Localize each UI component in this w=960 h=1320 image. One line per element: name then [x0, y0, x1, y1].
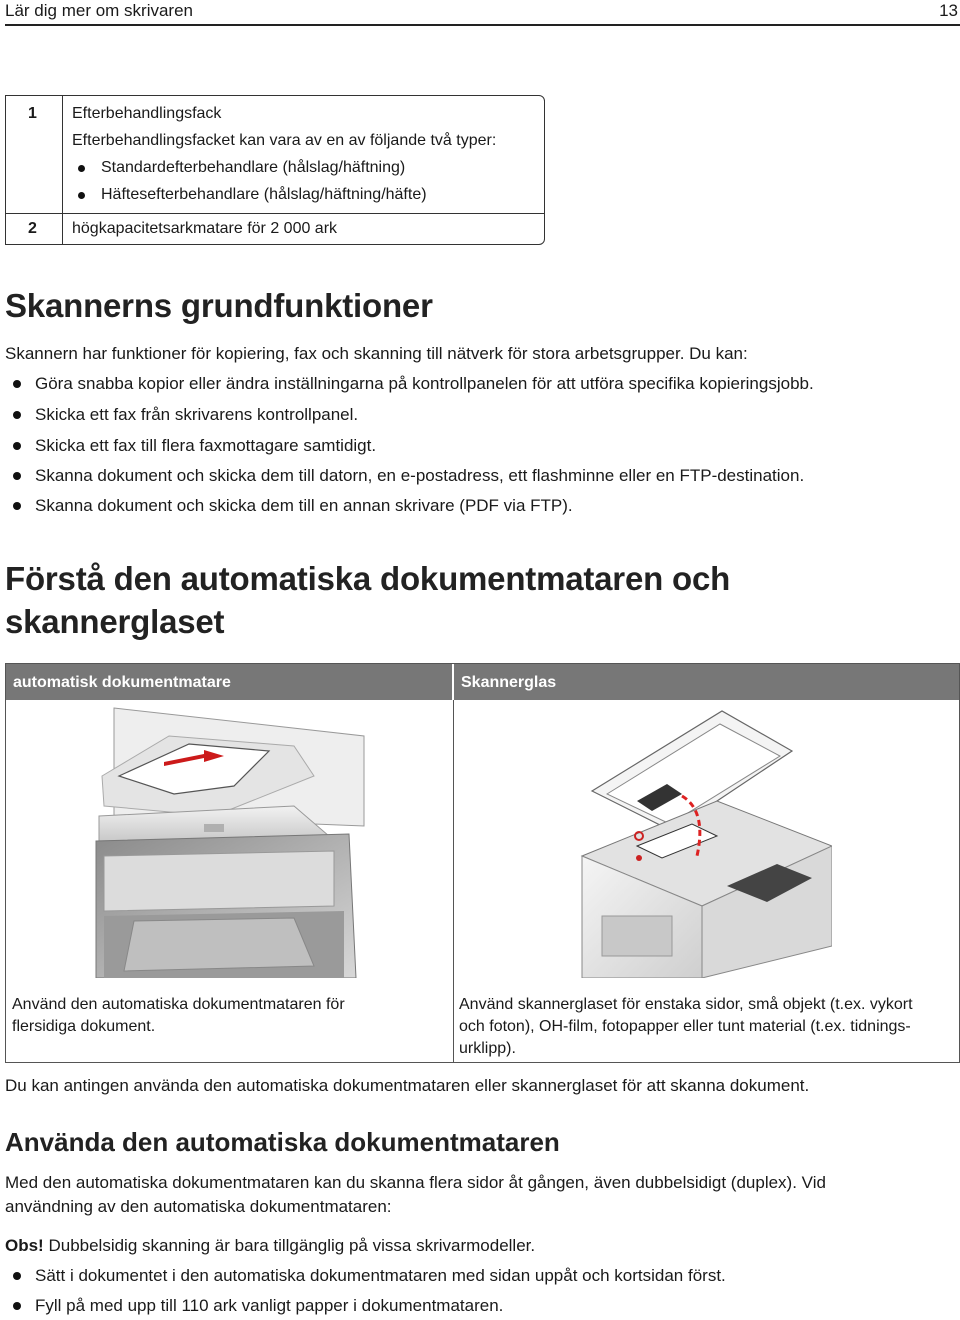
page-header: [5, 0, 960, 26]
section3-intro-line2: användning av den automatiska dokumentmataren:: [5, 1197, 392, 1216]
running-title: Lär dig mer om skrivaren: [5, 1, 194, 20]
legend-text-1: Efterbehandlingsfacket kan vara av en av följande två typer:: [72, 132, 497, 149]
column-header-adf: automatisk dokumentmatare: [6, 664, 452, 700]
list-item: Skicka ett fax till flera faxmottagare samtidigt.: [13, 436, 376, 456]
section-heading-adf-glass: Förstå den automatiska dokumentmataren och: [5, 560, 731, 597]
column-header-glass: Skannerglas: [454, 664, 959, 700]
note: [5, 1236, 535, 1256]
table-row-divider: [6, 213, 544, 214]
adf-caption-line1: Använd den automatiska dokumentmataren för: [12, 996, 345, 1013]
page-number: 13: [939, 1, 958, 20]
table-column-divider: [62, 96, 63, 244]
section-intro: Skannern har funktioner för kopiering, fax och skanning till nätverk för stora arbetsgrupper. Du kan:: [5, 344, 748, 363]
list-item: Standardefterbehandlare (hålslag/häftning): [79, 159, 405, 177]
scanner-glass-illustration: [542, 706, 832, 978]
note-label: Obs!: [5, 1236, 44, 1255]
comparison-table: [5, 663, 960, 1063]
list-item: Skanna dokument och skicka dem till en annan skrivare (PDF via FTP).: [13, 496, 573, 516]
glass-caption-line1: Använd skannerglaset för enstaka sidor, små objekt (t.ex. vykort: [459, 996, 913, 1013]
section-heading-scanner-basics: Skannerns grundfunktioner: [5, 287, 433, 324]
list-item: Göra snabba kopior eller ändra inställningarna på kontrollpanelen för att utföra specifika kopieringsjobb.: [13, 374, 814, 394]
section-heading-adf-glass-line2: skannerglaset: [5, 603, 225, 640]
list-item: Fyll på med upp till 110 ark vanligt papper i dokumentmataren.: [13, 1296, 503, 1316]
legend-number-2: 2: [28, 220, 37, 237]
column-divider: [453, 700, 454, 1062]
callout-legend-table: [5, 95, 545, 245]
list-item: Skicka ett fax från skrivarens kontrollpanel.: [13, 405, 358, 425]
glass-caption-line3: urklipp).: [459, 1040, 516, 1057]
section-heading-using-adf: Använda den automatiska dokumentmataren: [5, 1127, 560, 1157]
legend-number-1: 1: [28, 105, 37, 122]
after-table-text: Du kan antingen använda den automatiska dokumentmataren eller skannerglaset för att skanna dokument.: [5, 1076, 810, 1095]
section3-intro-line1: Med den automatiska dokumentmataren kan du skanna flera sidor åt gången, även dubbelsidigt (duplex). Vid: [5, 1173, 826, 1192]
list-item: Sätt i dokumentet i den automatiska dokumentmataren med sidan uppåt och kortsidan först.: [13, 1266, 726, 1286]
adf-printer-illustration: [94, 706, 366, 978]
list-item: Skanna dokument och skicka dem till datorn, en e-postadress, ett flashminne eller en FTP-destination.: [13, 466, 804, 486]
list-item: Häftesefterbehandlare (hålslag/häftning/häfte): [79, 186, 427, 204]
legend-title-1: Efterbehandlingsfack: [72, 105, 222, 122]
note-text: Dubbelsidig skanning är bara tillgänglig på vissa skrivarmodeller.: [43, 1236, 536, 1255]
glass-caption-line2: och foton), OH-film, fotopapper eller tunt material (t.ex. tidnings-: [459, 1018, 911, 1035]
legend-title-2: högkapacitetsarkmatare för 2 000 ark: [72, 220, 338, 237]
adf-caption-line2: flersidiga dokument.: [12, 1018, 156, 1035]
